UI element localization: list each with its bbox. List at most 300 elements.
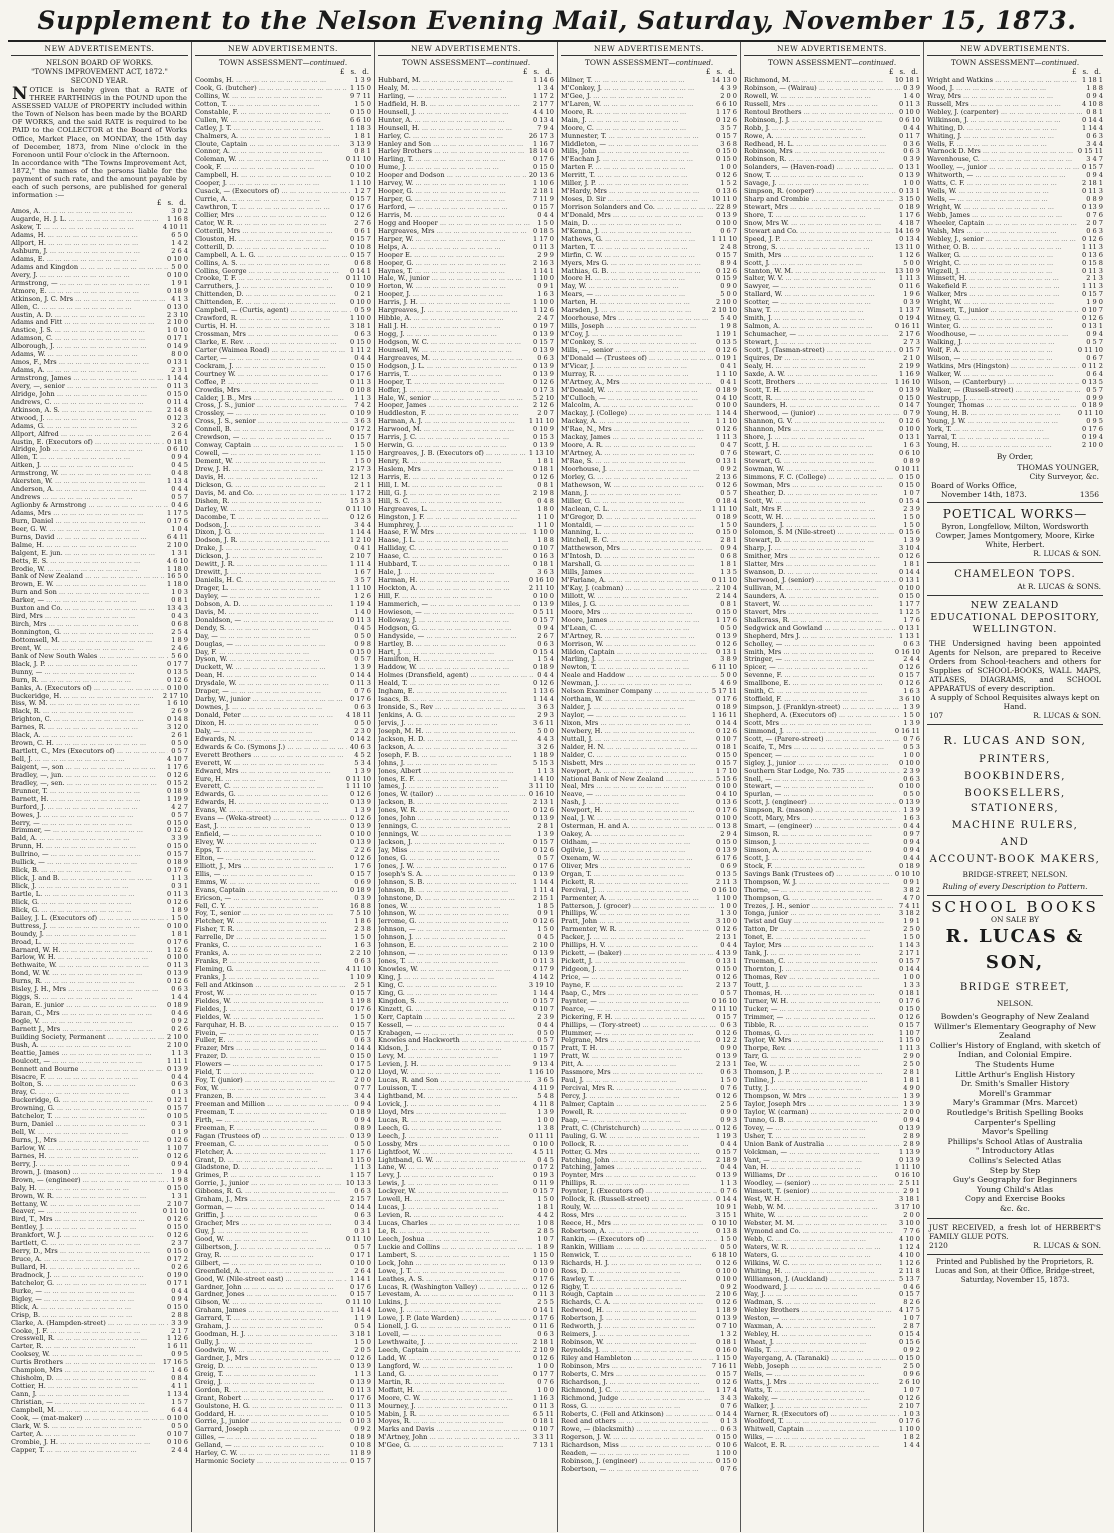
ratepayer-name: Mills, John ... . — [561, 148, 713, 156]
ratepayer-name: Darley, W. ... . — [195, 506, 343, 514]
ratepayer-name: Johnstone, D. ... . — [378, 895, 530, 903]
assessment-entry — [561, 387, 737, 395]
rate-amount: 10 18 1 — [892, 77, 920, 85]
ratepayer-name: Simpson, R. (cooper) ... . — [744, 188, 896, 196]
rate-amount: 4 10 8 — [1079, 101, 1103, 109]
rate-amount: 0 15 0 — [896, 1006, 920, 1014]
assessment-entry — [195, 180, 371, 188]
ratepayer-name: Carruthers, J. ... . — [195, 283, 347, 291]
rate-amount: 0 11 10 — [1075, 347, 1103, 355]
assessment-entry — [561, 220, 737, 228]
ratepayer-name: Saunders, A. ... . — [744, 593, 896, 601]
ratepayer-name: Harris, J. C. ... . — [378, 434, 530, 442]
assessment-entry — [927, 339, 1103, 347]
assessment-entry — [561, 1307, 737, 1315]
assessment-entry — [378, 950, 554, 958]
rate-amount: 0 15 0 — [347, 339, 371, 347]
assessment-entry — [561, 1228, 737, 1236]
ratepayer-name: Nalder, H. N. ... . — [561, 744, 713, 752]
printers-name: R. LUCAS AND SON, — [943, 734, 1087, 748]
rate-amount: 0 15 7 — [1079, 291, 1103, 299]
ratepayer-name: Everett, C. ... . — [195, 783, 343, 791]
ratepayer-name: Hume, J. ... . — [378, 164, 530, 172]
ratepayer-name: Augarde, H. J. L. ... . — [11, 216, 164, 224]
rate-amount: 0 4 1 — [717, 363, 737, 371]
rate-amount: 1 0 8 — [534, 1220, 554, 1228]
assessment-entry — [11, 621, 188, 629]
ratepayer-name: Jay, Miss ... . — [378, 847, 530, 855]
assessment-entry — [195, 1442, 371, 1450]
rate-amount: 0 15 7 — [896, 1022, 920, 1030]
rate-amount: 0 9 4 — [1083, 172, 1103, 180]
drop-cap: N — [12, 84, 28, 104]
ratepayer-name: Hill, S. C. ... . — [378, 498, 534, 506]
rate-amount: 0 15 0 — [164, 1304, 188, 1312]
rate-amount: 0 9 4 — [534, 625, 554, 633]
assessment-entry — [195, 1244, 371, 1252]
assessment-entry — [744, 1387, 920, 1395]
rate-amount: 2 4 7 — [534, 315, 554, 323]
rate-amount: 2 11 3 — [713, 879, 737, 887]
ratepayer-name: Bettany, W. ... . — [11, 1201, 164, 1209]
ratepayer-name: Broad, L. ... . — [11, 939, 164, 947]
assessment-heading — [195, 56, 371, 68]
ratepayer-name: Burns, J., Mrs ... . — [11, 1137, 164, 1145]
assessment-entry — [561, 799, 737, 807]
rate-amount: 5 3 4 — [351, 760, 371, 768]
ratepayer-name: Levy, J. ... . — [378, 1172, 530, 1180]
ratepayer-name: Pidgeon, J. ... . — [561, 966, 713, 974]
rate-amount: 0 5 0 — [900, 791, 920, 799]
ratepayer-name: Gilbert, — ... . — [195, 1260, 347, 1268]
assessment-entry — [561, 1053, 737, 1061]
assessment-entry — [195, 1220, 371, 1228]
rate-amount: 0 5 7 — [351, 1244, 371, 1252]
ratepayer-name: Farquhar, H. B. ... . — [195, 1022, 347, 1030]
assessment-entry — [11, 1391, 188, 1399]
assessment-entry — [378, 1030, 554, 1038]
assessment-entry — [11, 954, 188, 962]
assessment-entry — [11, 764, 188, 772]
assessment-entry — [195, 704, 371, 712]
ratepayer-name: Poynter, Mrs ... . — [561, 1172, 713, 1180]
assessment-entry — [11, 208, 188, 216]
ratepayer-name: Robinson, — (Wairau) ... . — [744, 85, 900, 93]
ratepayer-name: Hale, W., senior ... . — [378, 395, 530, 403]
ratepayer-name: Courtney W. ... . — [195, 371, 347, 379]
assessment-entry — [561, 974, 737, 982]
school-books-ad — [927, 895, 1103, 1217]
rate-amount: 0 13 5 — [1079, 379, 1103, 387]
assessment-entry — [744, 1284, 920, 1292]
assessment-entry — [195, 625, 371, 633]
ad-text: THE Undersigned having been appointed Agents for Nelson, are prepared to Receive Orders from School-teachers and others for Supplies of SCHOOL-BOOKS, WALL MAPS, ATLASES, DIAGRAMS, and SCHOOL APPARATUS of every description. — [929, 639, 1101, 694]
rate-amount: 1 0 0 — [534, 1117, 554, 1125]
assessment-entry — [11, 915, 188, 923]
ratepayer-name: Hale, J. ... . — [378, 569, 534, 577]
ratepayer-name: White, W. ... . — [744, 1212, 900, 1220]
ratepayer-name: Rough, Captain ... . — [561, 1291, 713, 1299]
ratepayer-name: M'Laren, W. ... . — [561, 101, 713, 109]
assessment-entry — [744, 609, 920, 617]
rate-amount: 0 15 7 — [530, 617, 554, 625]
ratepayer-name: Mackay, A. ... . — [561, 418, 713, 426]
assessment-entry — [378, 93, 554, 101]
rate-amount: 0 4 8 — [168, 470, 188, 478]
assessment-entry — [378, 466, 554, 474]
rate-amount: 2 3 7 — [168, 1240, 188, 1248]
ratepayer-name: Thomas, G. ... . — [744, 1030, 896, 1038]
assessment-entry — [927, 363, 1103, 371]
rate-amount: 0 5 11 — [530, 609, 554, 617]
assessment-entry — [378, 522, 554, 530]
rate-amount: 0 13 1 — [164, 359, 188, 367]
ratepayer-name: Lightband, M. ... . — [378, 1093, 534, 1101]
assessment-entry — [195, 1252, 371, 1260]
assessment-entry — [195, 291, 371, 299]
assessment-entry — [11, 716, 188, 724]
ratepayer-name: Hoffer, J. ... . — [378, 387, 530, 395]
ratepayer-name: Austin, E. (Executors of) ... . — [11, 439, 164, 447]
ratepayer-name: Whitworth, — ... . — [927, 172, 1083, 180]
rate-amount: 1 5 0 — [351, 458, 371, 466]
rate-amount: 0 6 4 — [1083, 371, 1103, 379]
rate-amount: 0 8 1 — [168, 597, 188, 605]
assessment-entry — [561, 109, 737, 117]
rate-amount: 1 3 3 — [900, 982, 920, 990]
rate-amount: 0 9 1 — [900, 879, 920, 887]
rate-amount: 1 0 0 — [534, 1363, 554, 1371]
rate-amount: 0 12 6 — [713, 1260, 737, 1268]
ratepayer-name: Bigley, — ... . — [11, 1296, 168, 1304]
rate-amount: 0 15 7 — [347, 871, 371, 879]
assessment-entry — [378, 903, 554, 911]
assessment-entry — [11, 1288, 188, 1296]
ratepayer-name: Roberts, C. Mrs ... . — [561, 1371, 713, 1379]
assessment-entry — [11, 978, 188, 986]
assessment-entry — [561, 148, 737, 156]
ratepayer-name: Mabin, J. R. ... . — [378, 1411, 530, 1419]
assessment-entry — [561, 1069, 737, 1077]
assessment-entry — [744, 331, 920, 339]
ratepayer-name: Scott, R. ... . — [744, 395, 896, 403]
ratepayer-name: Jackson, J. ... . — [378, 839, 530, 847]
rate-amount: 0 15 7 — [347, 252, 371, 260]
assessment-entry — [561, 1077, 737, 1085]
ratepayer-name: Sedgwick and Gowland ... . — [744, 625, 896, 633]
rate-amount: 0 13 9 — [713, 633, 737, 641]
rate-amount: 0 17 6 — [347, 204, 371, 212]
assessment-entry — [378, 625, 554, 633]
assessment-entry — [11, 1193, 188, 1201]
rate-amount: 1 2 7 — [351, 188, 371, 196]
rate-amount: 1 9 6 — [900, 291, 920, 299]
ratepayer-name: Ogilvie, J. ... . — [561, 847, 713, 855]
column-2 — [191, 42, 374, 1532]
ratepayer-name: Mackay, James ... . — [561, 434, 713, 442]
rate-amount: 0 9 4 — [1083, 331, 1103, 339]
assessment-entry — [744, 514, 920, 522]
assessment-entry — [11, 351, 188, 359]
ratepayer-name: Hart, J. ... . — [378, 649, 530, 657]
rate-amount: 0 17 1 — [164, 335, 188, 343]
rate-amount: 0 18 9 — [164, 788, 188, 796]
ad-title: SCHOOL BOOKS — [931, 898, 1099, 917]
assessment-entry — [561, 593, 737, 601]
ratepayer-name: Swanson, D. ... . — [744, 569, 896, 577]
ratepayer-name: Readen, — ... . — [561, 1450, 713, 1458]
rate-amount: 1 11 3 — [1079, 244, 1103, 252]
ratepayer-name: Harris, M. ... . — [378, 212, 534, 220]
ratepayer-name: Murray, R. ... . — [561, 371, 713, 379]
ratepayer-name: Robinson, W. ... . — [561, 1339, 713, 1347]
ratepayer-name: M'Artney, John ... . — [378, 1434, 530, 1442]
rate-amount: 0 14 4 — [347, 1204, 371, 1212]
rate-amount: 0 4 1 — [351, 545, 371, 553]
rate-amount: 1 3 9 — [900, 704, 920, 712]
rate-amount: 0 6 10 — [896, 450, 920, 458]
rate-amount: 1 3 1 — [168, 1193, 188, 1201]
ratepayer-name: Bradnock, J. ... . — [11, 1272, 164, 1280]
assessment-entry — [561, 1022, 737, 1030]
rate-amount: 1 6 3 — [351, 942, 371, 950]
rate-amount: 0 15 3 — [530, 434, 554, 442]
rate-amount: 1 5 0 — [900, 514, 920, 522]
assessment-entry — [11, 1177, 188, 1185]
ratepayer-name: Bank of New Zealand ... . — [11, 573, 164, 581]
ratepayer-name: Richmond, Judge ... . — [561, 1395, 717, 1403]
ratepayer-name: Tee, W. ... . — [744, 1061, 900, 1069]
assessment-entry — [11, 970, 188, 978]
rate-amount: 3 18 1 — [896, 1196, 920, 1204]
ratepayer-name: Bush, A. ... . — [11, 1042, 164, 1050]
rate-amount: 9 7 11 — [347, 93, 371, 101]
ratepayer-name: Webb, C. ... . — [744, 1236, 896, 1244]
assessment-entry — [744, 283, 920, 291]
rate-amount: 1 13 6 — [530, 688, 554, 696]
assessment-heading — [378, 56, 554, 68]
rate-amount: 0 18 1 — [713, 1339, 737, 1347]
ratepayer-name: Waters, G. ... . — [744, 1252, 896, 1260]
ratepayer-name: Stewart, — ... . — [744, 783, 896, 791]
ratepayer-name: Biggs, S. ... . — [11, 994, 168, 1002]
assessment-entry — [561, 1323, 737, 1331]
ratepayer-name: Wither, O. B. ... . — [927, 244, 1079, 252]
ratepayer-name: King, C. ... . — [378, 982, 526, 990]
assessment-entry — [744, 688, 920, 696]
assessment-entry — [561, 506, 737, 514]
ratepayer-name: Sharp, J. ... . — [744, 545, 896, 553]
assessment-list — [561, 77, 737, 1474]
rate-amount: 10 13 3 — [343, 1180, 371, 1188]
ratepayer-name: Joseph's S. A. ... . — [378, 871, 530, 879]
ratepayer-name: Potter, G. Mrs ... . — [561, 1149, 713, 1157]
rate-amount: 2 10 0 — [713, 299, 737, 307]
assessment-entry — [744, 299, 920, 307]
assessment-entry — [744, 855, 920, 863]
ratepayer-name: Union Bank of Australia ... . — [744, 1141, 900, 1149]
assessment-entry — [561, 926, 737, 934]
assessment-entry — [744, 1196, 920, 1204]
assessment-entry — [561, 982, 737, 990]
ratepayer-name: Snow, Mrs W. ... . — [744, 220, 896, 228]
assessment-entry — [11, 304, 188, 312]
assessment-entry — [744, 966, 920, 974]
rate-amount: 0 13 8 — [713, 1228, 737, 1236]
rate-amount: 0 15 7 — [896, 672, 920, 680]
assessment-entry — [11, 1407, 188, 1415]
assessment-entry — [561, 1101, 737, 1109]
rate-amount: 1 10 7 — [896, 1030, 920, 1038]
assessment-entry — [195, 871, 371, 879]
ratepayer-name: Black, A. ... . — [11, 732, 168, 740]
pound-label: £ — [888, 68, 894, 76]
rate-amount: 5 4 8 — [534, 1093, 554, 1101]
ratepayer-name: Bank of New South Wales ... . — [11, 653, 168, 661]
assessment-entry — [561, 1284, 737, 1292]
rate-amount: 3 6 3 — [351, 418, 371, 426]
rate-amount: 1 14 4 — [164, 375, 188, 383]
rate-amount: 0 4 4 — [534, 212, 554, 220]
rate-amount: 0 7 7 — [351, 1085, 371, 1093]
rate-amount: 2 6 9 — [168, 708, 188, 716]
rate-amount: 0 5 7 — [168, 748, 188, 756]
ratepayer-name: Griffin, J. ... . — [195, 1212, 351, 1220]
ratepayer-name: Capper, T. ... . — [11, 1447, 168, 1455]
ratepayer-name: Jones, W. R. ... . — [378, 807, 530, 815]
rate-amount: 0 18 9 — [713, 387, 737, 395]
ratepayer-name: Smart, — (engineer) ... . — [744, 823, 900, 831]
assessment-entry — [378, 1164, 554, 1172]
ratepayer-name: Drew, J. H. ... . — [195, 466, 347, 474]
assessment-entry — [561, 934, 737, 942]
assessment-entry — [927, 323, 1103, 331]
ratepayer-name: Cresswell, R. ... . — [11, 1335, 164, 1343]
rate-amount: 5 0 0 — [900, 260, 920, 268]
ratepayer-name: Sherwood, J. (senior) ... . — [744, 577, 896, 585]
assessment-entry — [561, 728, 737, 736]
rate-amount: 0 13 5 — [713, 339, 737, 347]
assessment-entry — [378, 164, 554, 172]
rate-amount: 0 4 3 — [168, 613, 188, 621]
ratepayer-name: Nalder, C. ... . — [561, 752, 713, 760]
ratepayer-name: Way, J. ... . — [744, 1291, 896, 1299]
rate-amount: 0 3 9 — [900, 299, 920, 307]
assessment-entry — [378, 482, 554, 490]
ratepayer-name: Fisher, T. R. ... . — [195, 926, 351, 934]
assessment-entry — [561, 339, 737, 347]
rate-amount: 4 13 9 — [713, 950, 737, 958]
ratepayer-name: Riley and Hambleton ... . — [561, 1355, 713, 1363]
rate-amount: 1 19 3 — [713, 1133, 737, 1141]
ratepayer-name: Halliday, C. ... . — [378, 545, 530, 553]
ratepayer-name: Crombie, J. H. ... . — [11, 1439, 164, 1447]
rate-amount: 0 15 0 — [347, 1053, 371, 1061]
assessment-entry — [378, 1022, 554, 1030]
assessment-entry — [11, 812, 188, 820]
rate-amount: 1 10 0 — [347, 315, 371, 323]
rate-amount: 0 12 6 — [530, 1284, 554, 1292]
assessment-entry — [927, 125, 1103, 133]
ratepayer-name: Conway, Captain ... . — [195, 442, 351, 450]
assessment-entry — [561, 1061, 737, 1069]
assessment-entry — [561, 903, 737, 911]
ratepayer-name: Dendy, S. ... . — [195, 625, 351, 633]
assessment-entry — [378, 506, 554, 514]
ratepayer-name: Alborough, J. ... . — [11, 343, 164, 351]
assessment-entry — [195, 402, 371, 410]
ratepayer-name: Wheeler, Captain ... . — [927, 220, 1083, 228]
rate-amount: 0 11 10 — [343, 275, 371, 283]
ratepayer-name: Scott, W. ... . — [744, 498, 896, 506]
list-line: Copy and Exercise Books — [965, 1194, 1065, 1204]
assessment-entry — [744, 1276, 920, 1284]
assessment-entry — [378, 831, 554, 839]
assessment-entry — [378, 323, 554, 331]
ratepayer-name: Tarr, G. ... . — [744, 1053, 900, 1061]
rate-amount: 2 18 1 — [530, 188, 554, 196]
list-line: Young Child's Atlas — [976, 1184, 1054, 1194]
rate-amount: 0 15 7 — [347, 434, 371, 442]
rate-amount: 12 1 3 — [347, 474, 371, 482]
assessment-entry — [378, 879, 554, 887]
assessment-entry — [11, 1415, 188, 1423]
assessment-entry — [378, 1085, 554, 1093]
ratepayer-name: Luckie and Collins ... . — [378, 1244, 534, 1252]
rate-amount: 0 9 4 — [717, 545, 737, 553]
ratepayer-name: Moore, Mrs ... . — [561, 609, 713, 617]
ratepayer-name: Bird, Mrs ... . — [11, 613, 168, 621]
rate-amount: 0 9 0 — [717, 1109, 737, 1117]
assessment-entry — [195, 299, 371, 307]
assessment-entry — [195, 1284, 371, 1292]
ratepayer-name: Phillips, — (Tory-street) ... . — [561, 1022, 717, 1030]
assessment-entry — [744, 633, 920, 641]
rate-amount: 0 7 6 — [717, 1403, 737, 1411]
ratepayer-name: Donaldson, — ... . — [195, 617, 347, 625]
ratepayer-name: Boundy, J. ... . — [11, 931, 168, 939]
assessment-entry — [744, 1363, 920, 1371]
assessment-entry — [561, 268, 737, 276]
assessment-entry — [378, 855, 554, 863]
ratepayer-name: Clouston, H. ... . — [195, 236, 347, 244]
assessment-entry — [378, 1093, 554, 1101]
ratepayer-name: Buckeridge, G. ... . — [11, 1097, 164, 1105]
ratepayer-name: Rouly, W. ... . — [561, 1204, 713, 1212]
rate-amount: 0 6 7 — [1083, 355, 1103, 363]
ratepayer-name: Hargreaves, J. B. (Executors of) ... . — [378, 450, 526, 458]
rate-amount: 0 9 2 — [717, 466, 737, 474]
rate-amount: 0 11 6 — [530, 1323, 554, 1331]
rate-amount: 0 10 3 — [347, 1418, 371, 1426]
assessment-entry — [561, 1093, 737, 1101]
assessment-entry — [744, 450, 920, 458]
assessment-entry — [11, 613, 188, 621]
rate-amount: 0 15 7 — [530, 1045, 554, 1053]
ratepayer-name: Gilles, — ... . — [195, 1434, 347, 1442]
rate-amount: 1 17 6 — [713, 617, 737, 625]
assessment-entry — [195, 1037, 371, 1045]
rate-amount: 26 17 3 — [526, 133, 554, 141]
rate-amount: 0 4 6 — [168, 502, 188, 510]
rate-amount: 0 15 7 — [164, 851, 188, 859]
rate-amount: 0 12 6 — [164, 978, 188, 986]
assessment-entry — [195, 450, 371, 458]
assessment-entry — [378, 1411, 554, 1419]
ratepayer-name: Dishen, R. ... . — [195, 498, 347, 506]
ratepayer-name: Christian, — ... . — [11, 1399, 168, 1407]
rate-amount: 0 15 7 — [347, 196, 371, 204]
